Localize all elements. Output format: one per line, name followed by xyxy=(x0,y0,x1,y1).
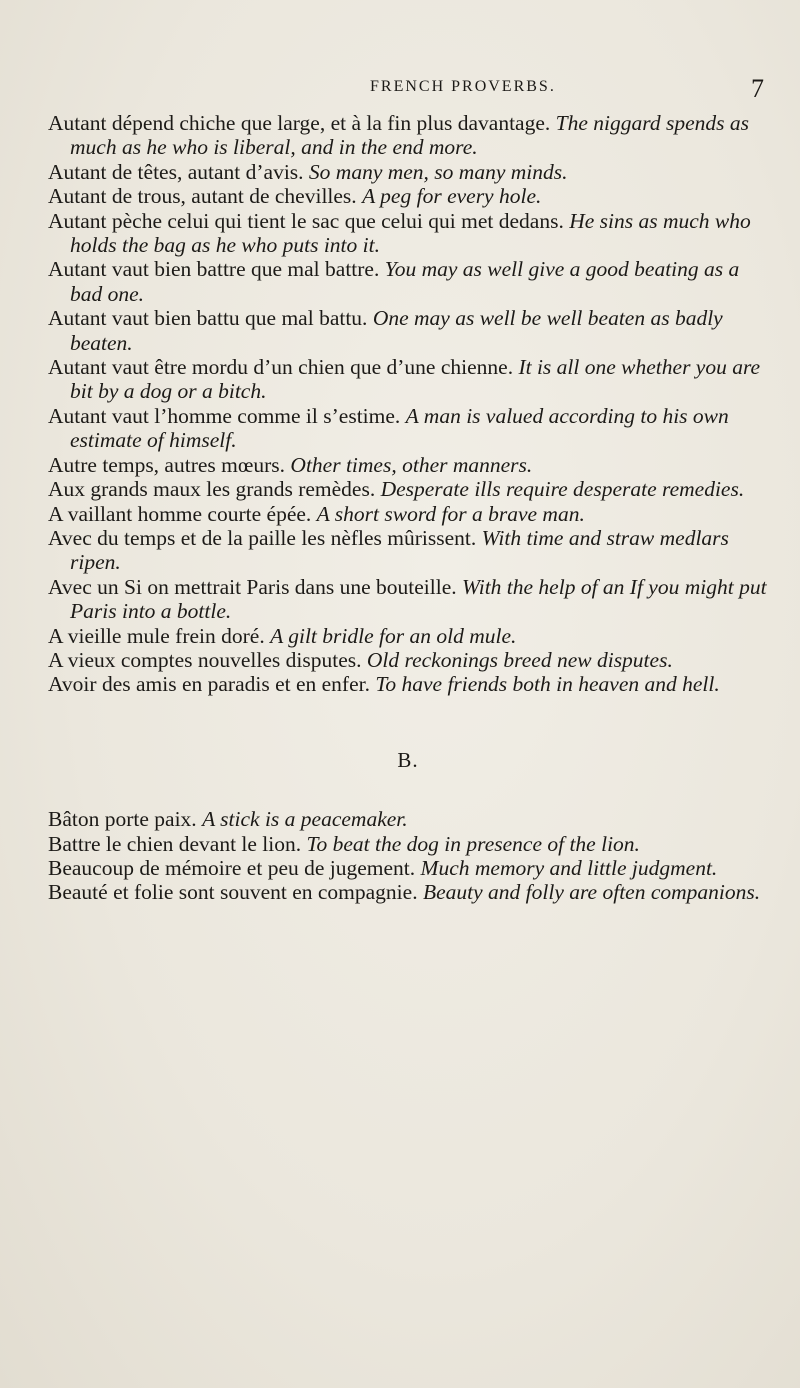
french-proverb: Autant de trous, autant de chevilles. xyxy=(48,184,357,209)
english-translation: Much memory and little judgment. xyxy=(420,855,718,880)
proverb-entry xyxy=(48,355,768,404)
english-translation: The niggard spends as much as he who is liberal, and in the end more. xyxy=(70,111,749,160)
french-proverb: Bâton porte paix. xyxy=(48,807,197,832)
proverb-entry xyxy=(48,184,768,208)
english-translation: To have friends both in heaven and hell. xyxy=(375,672,720,697)
french-proverb: Autant de têtes, autant d’avis. xyxy=(48,159,304,184)
proverb-entry xyxy=(48,111,768,160)
french-proverb: Autre temps, autres mœurs. xyxy=(48,452,286,477)
proverb-entry xyxy=(48,306,768,355)
running-head xyxy=(0,74,800,108)
french-proverb: Avec du temps et de la paille les nèfles mûrissent. xyxy=(48,525,477,550)
proverb-entry xyxy=(48,624,768,648)
proverb-entry xyxy=(48,209,768,258)
french-proverb: Autant vaut l’homme comme il s’estime. xyxy=(48,403,401,428)
english-translation: One may as well be well beaten as badly beaten. xyxy=(70,306,723,355)
english-translation: With time and straw medlars ripen. xyxy=(70,525,729,575)
proverb-entry xyxy=(48,404,768,453)
english-translation: Desperate ills require desperate remedies. xyxy=(380,477,745,502)
proverb-entry xyxy=(48,502,768,526)
french-proverb: Autant vaut bien battu que mal battu. xyxy=(48,306,368,331)
french-proverb: Autant dépend chiche que large, et à la fin plus davantage. xyxy=(48,111,551,135)
french-proverb: Aux grands maux les grands remèdes. xyxy=(48,477,376,502)
proverb-entry xyxy=(48,477,768,501)
section-b-entries xyxy=(48,807,768,905)
running-title: FRENCH PROVERBS. xyxy=(370,78,556,95)
french-proverb: Beauté et folie sont souvent en compagnie. xyxy=(48,880,418,905)
proverb-entry xyxy=(48,856,768,880)
english-translation: Other times, other manners. xyxy=(290,452,533,477)
english-translation: With the help of an If you might put Paris into a bottle. xyxy=(70,574,767,624)
english-translation: A short sword for a brave man. xyxy=(316,501,585,526)
french-proverb: Autant vaut bien battre que mal battre. xyxy=(48,257,380,282)
page-number: 7 xyxy=(751,74,764,103)
proverb-entry xyxy=(48,880,768,904)
proverb-entry xyxy=(48,453,768,477)
proverb-entry xyxy=(48,575,768,624)
proverb-entry xyxy=(48,648,768,672)
english-translation: So many men, so many minds. xyxy=(308,159,568,184)
english-translation: A peg for every hole. xyxy=(362,184,542,209)
section-heading: B. xyxy=(397,747,419,772)
english-translation: A man is valued according to his own estimate of himself. xyxy=(70,403,729,453)
proverb-entry xyxy=(48,257,768,306)
english-translation: He sins as much who holds the bag as he who puts into it. xyxy=(70,208,751,258)
proverb-entry xyxy=(48,832,768,856)
english-translation: You may as well give a good beating as a bad one. xyxy=(70,257,740,306)
english-translation: A gilt bridle for an old mule. xyxy=(270,623,517,648)
english-translation: To beat the dog in presence of the lion. xyxy=(306,831,640,856)
proverb-entry xyxy=(48,526,768,575)
french-proverb: A vieille mule frein doré. xyxy=(48,623,265,648)
section-a-entries xyxy=(48,111,768,697)
proverb-entry xyxy=(48,672,768,696)
french-proverb: Autant vaut être mordu d’un chien que d’une chienne. xyxy=(48,355,514,380)
english-translation: Beauty and folly are often companions. xyxy=(422,880,761,905)
french-proverb: Avec un Si on mettrait Paris dans une bouteille. xyxy=(48,574,457,599)
french-proverb: A vieux comptes nouvelles disputes. xyxy=(48,647,362,672)
english-translation: It is all one whether you are bit by a dog or a bitch. xyxy=(70,355,761,404)
english-translation: Old reckonings breed new disputes. xyxy=(366,647,673,672)
english-translation: A stick is a peacemaker. xyxy=(202,807,408,832)
proverb-entry xyxy=(48,160,768,184)
french-proverb: Battre le chien devant le lion. xyxy=(48,831,302,856)
body-text xyxy=(48,111,768,905)
french-proverb: Autant pèche celui qui tient le sac que celui qui met dedans. xyxy=(48,208,564,233)
french-proverb: Avoir des amis en paradis et en enfer. xyxy=(48,672,370,697)
french-proverb: A vaillant homme courte épée. xyxy=(48,501,312,526)
french-proverb: Beaucoup de mémoire et peu de jugement. xyxy=(48,855,416,880)
proverb-entry xyxy=(48,807,768,831)
